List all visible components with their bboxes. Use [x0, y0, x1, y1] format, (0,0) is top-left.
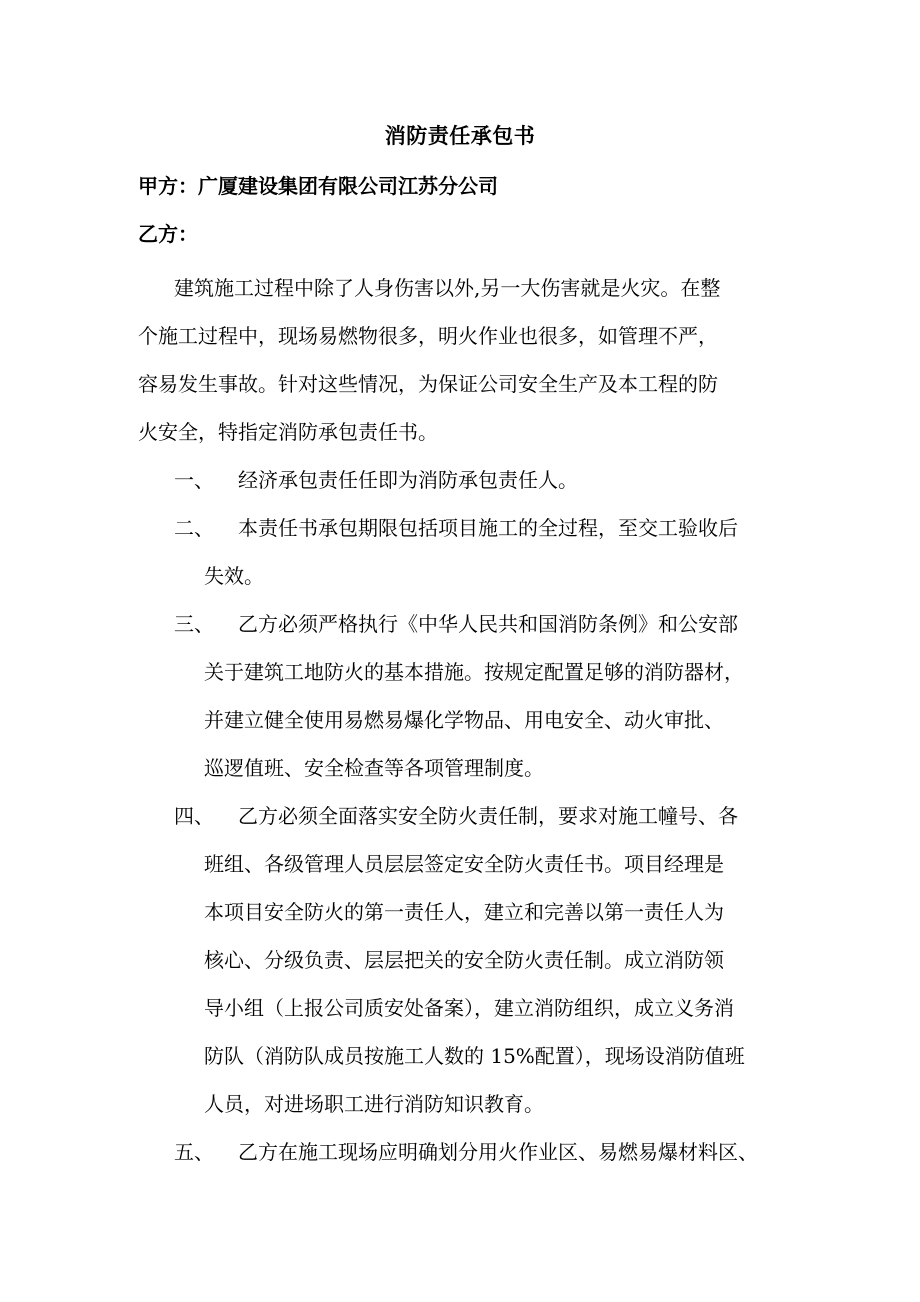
document-title: 消防责任承包书	[384, 123, 536, 148]
intro-line: 容易发生事故。针对这些情况，为保证公司安全生产及本工程的防	[138, 372, 718, 396]
clause-2	[138, 504, 818, 600]
clause-text-line: 本责任书承包期限包括项目施工的全过程，至交工验收后	[238, 516, 738, 540]
intro-paragraph	[138, 264, 798, 456]
clause-text-line: 本项目安全防火的第一责任人，建立和完善以第一责任人为	[204, 900, 724, 924]
clause-number: 一、	[174, 468, 214, 492]
clause-4	[138, 792, 818, 1128]
intro-line: 个施工过程中，现场易燃物很多，明火作业也很多，如管理不严，	[138, 324, 718, 348]
clause-text-line: 乙方必须严格执行《中华人民共和国消防条例》和公安部	[238, 612, 738, 636]
clause-number: 四、	[174, 804, 214, 828]
clause-list	[138, 456, 818, 1176]
clause-3	[138, 600, 818, 792]
clause-text-line: 并建立健全使用易燃易爆化学物品、用电安全、动火审批、	[204, 708, 724, 732]
clause-text-line: 乙方在施工现场应明确划分用火作业区、易燃易爆材料区、	[238, 1140, 758, 1164]
intro-line: 火安全，特指定消防承包责任书。	[138, 420, 438, 444]
clause-5	[138, 1128, 818, 1176]
clause-text-line: 人员，对进场职工进行消防知识教育。	[204, 1092, 544, 1116]
clause-text-line: 失效。	[204, 564, 264, 588]
intro-line: 建筑施工过程中除了人身伤害以外,另一大伤害就是火灾。在整	[174, 276, 721, 300]
clause-text-line: 经济承包责任任即为消防承包责任人。	[238, 468, 578, 492]
clause-1	[138, 456, 818, 504]
clause-text-line: 乙方必须全面落实安全防火责任制，要求对施工幢号、各	[238, 804, 738, 828]
clause-text-line: 导小组（上报公司质安处备案），建立消防组织，成立义务消	[204, 996, 734, 1020]
clause-text-line: 防队（消防队成员按施工人数的 15%配置），现场设消防值班	[204, 1044, 745, 1068]
clause-text-line: 巡逻值班、安全检查等各项管理制度。	[204, 756, 544, 780]
clause-number: 五、	[174, 1140, 214, 1164]
clause-number: 三、	[174, 612, 214, 636]
party-a-line: 甲方：广厦建设集团有限公司江苏分公司	[138, 174, 498, 198]
clause-text-line: 班组、各级管理人员层层签定安全防火责任书。项目经理是	[204, 852, 724, 876]
clause-number: 二、	[174, 516, 214, 540]
clause-text-line: 核心、分级负责、层层把关的安全防火责任制。成立消防领	[204, 948, 724, 972]
party-b-line: 乙方：	[138, 222, 198, 246]
clause-text-line: 关于建筑工地防火的基本措施。按规定配置足够的消防器材，	[204, 660, 744, 684]
